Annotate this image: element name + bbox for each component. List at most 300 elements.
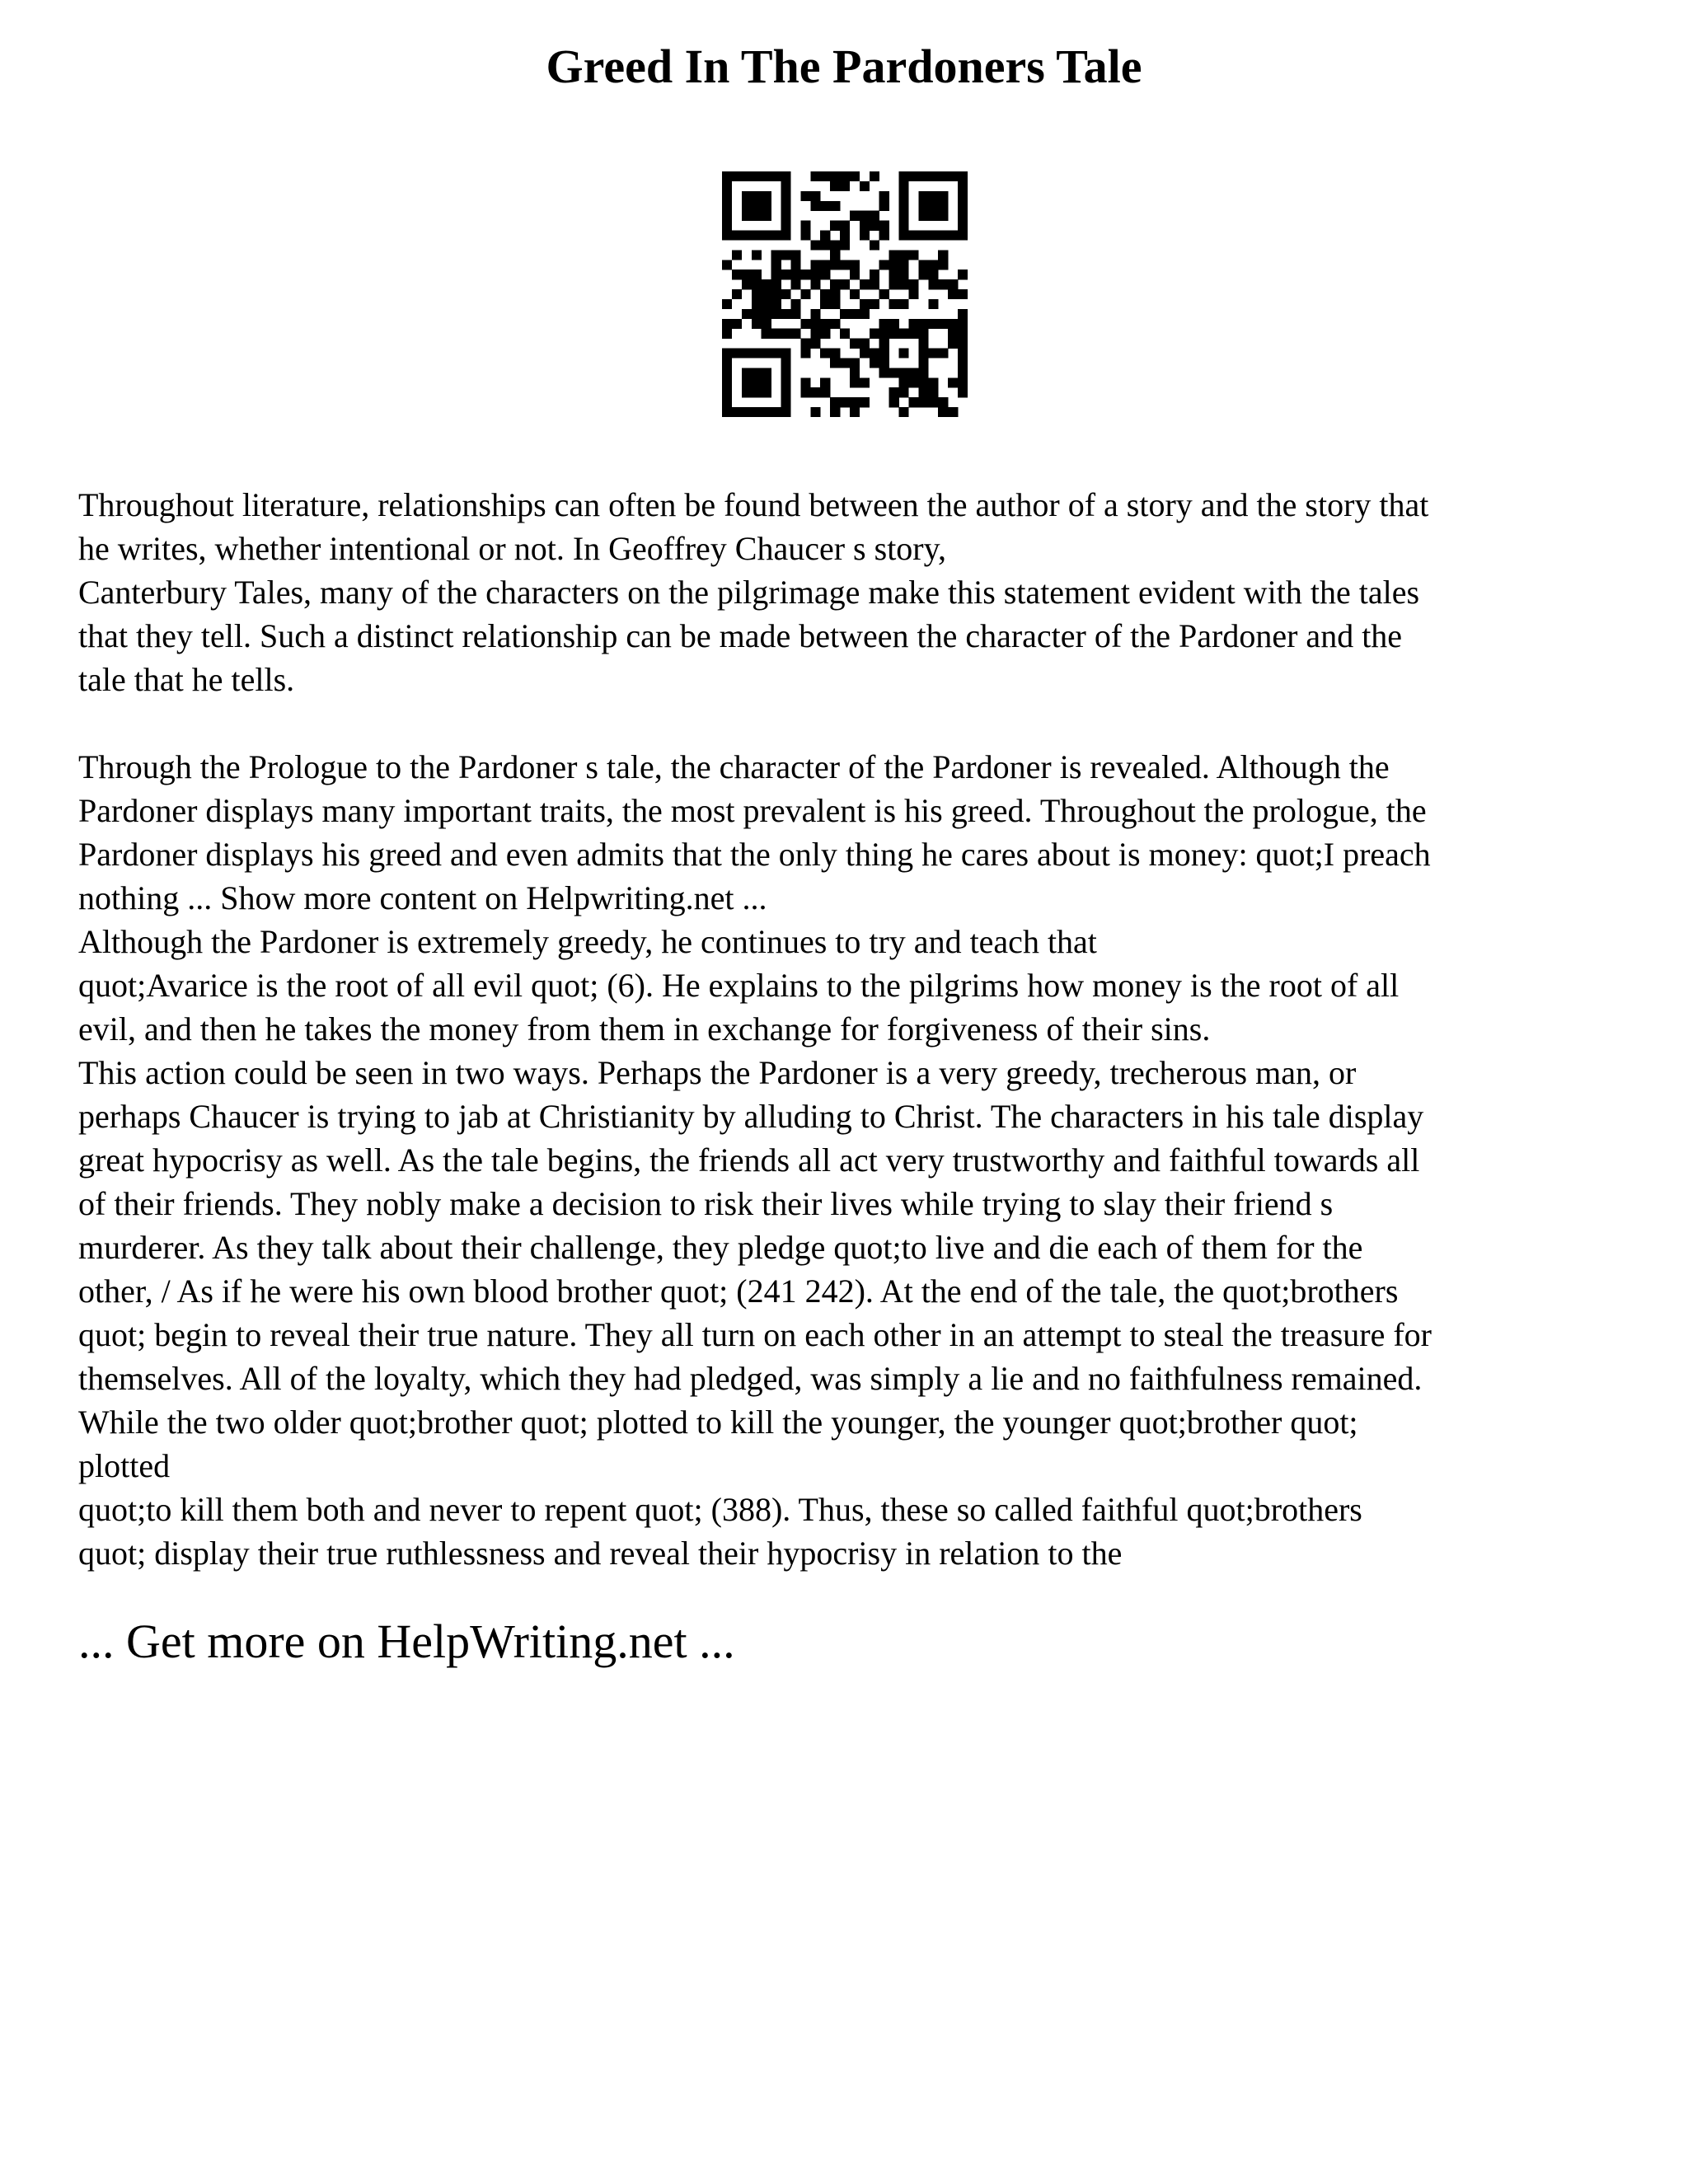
- qr-module: [840, 221, 850, 231]
- qr-module: [762, 309, 771, 319]
- qr-module: [800, 387, 810, 397]
- qr-module: [732, 231, 742, 241]
- qr-module: [810, 240, 820, 250]
- qr-module: [948, 377, 958, 387]
- qr-module: [840, 171, 850, 181]
- qr-module: [820, 269, 830, 279]
- qr-module: [762, 387, 771, 397]
- qr-module: [928, 171, 938, 181]
- qr-module: [790, 250, 800, 260]
- qr-module: [879, 339, 889, 349]
- qr-module: [781, 397, 791, 407]
- qr-module: [762, 368, 771, 377]
- qr-module: [928, 299, 938, 309]
- qr-module: [742, 377, 752, 387]
- qr-module: [781, 191, 791, 201]
- qr-module: [879, 191, 889, 201]
- qr-module: [899, 279, 909, 289]
- qr-module: [762, 319, 771, 329]
- body-text-line: evil, and then he takes the money from them in exchange for forgiveness of their sins.: [78, 1010, 1211, 1047]
- qr-module: [879, 231, 889, 241]
- qr-module: [899, 201, 909, 211]
- qr-module: [938, 201, 948, 211]
- qr-module: [928, 377, 938, 387]
- qr-module: [860, 349, 870, 359]
- body-text-line: Pardoner displays many important traits, the most prevalent is his greed. Throughout the prologue, the: [78, 792, 1427, 829]
- body-text-line: quot; begin to reveal their true nature. They all turn on each other in an attempt to steal the treasure for: [78, 1316, 1432, 1353]
- qr-module: [860, 279, 870, 289]
- qr-module: [958, 211, 968, 221]
- qr-module: [938, 279, 948, 289]
- qr-module: [889, 299, 899, 309]
- qr-module: [958, 349, 968, 359]
- qr-module: [958, 309, 968, 319]
- body-text-line: themselves. All of the loyalty, which they had pledged, was simply a lie and no faithfulness remained.: [78, 1360, 1423, 1397]
- qr-module: [899, 181, 909, 191]
- qr-module: [928, 319, 938, 329]
- qr-module: [781, 221, 791, 231]
- qr-module: [752, 231, 762, 241]
- qr-module: [820, 171, 830, 181]
- qr-module: [820, 349, 830, 359]
- qr-module: [781, 211, 791, 221]
- qr-module: [958, 289, 968, 299]
- qr-module: [958, 387, 968, 397]
- qr-module: [752, 387, 762, 397]
- qr-module: [810, 191, 820, 201]
- qr-module: [948, 329, 958, 339]
- qr-module: [850, 260, 860, 269]
- qr-module: [800, 377, 810, 387]
- qr-module: [722, 260, 732, 269]
- qr-code-graphic: [722, 171, 968, 417]
- qr-module: [850, 269, 860, 279]
- qr-module: [908, 171, 918, 181]
- qr-module: [899, 349, 909, 359]
- body-text-line: This action could be seen in two ways. Perhaps the Pardoner is a very greedy, trecherous man, or: [78, 1054, 1357, 1091]
- paragraph-gap: [78, 701, 1628, 745]
- qr-module: [771, 279, 781, 289]
- qr-module: [860, 377, 870, 387]
- qr-module: [928, 231, 938, 241]
- body-text-line: plotted: [78, 1447, 171, 1484]
- qr-module: [752, 299, 762, 309]
- qr-module: [850, 211, 860, 221]
- qr-module: [948, 289, 958, 299]
- qr-module: [908, 289, 918, 299]
- qr-module: [899, 171, 909, 181]
- qr-module: [870, 279, 879, 289]
- qr-module: [762, 279, 771, 289]
- qr-module: [958, 201, 968, 211]
- qr-module: [948, 319, 958, 329]
- qr-module: [810, 387, 820, 397]
- qr-module: [830, 240, 840, 250]
- qr-module: [732, 269, 742, 279]
- qr-module: [899, 368, 909, 377]
- qr-module: [918, 201, 928, 211]
- qr-module: [800, 319, 810, 329]
- qr-module: [800, 191, 810, 201]
- qr-module: [820, 329, 830, 339]
- qr-module: [889, 397, 899, 407]
- qr-module: [850, 397, 860, 407]
- qr-module: [752, 289, 762, 299]
- qr-module: [830, 289, 840, 299]
- qr-module: [810, 329, 820, 339]
- qr-module: [928, 260, 938, 269]
- qr-module: [830, 221, 840, 231]
- qr-module: [732, 289, 742, 299]
- qr-module: [771, 231, 781, 241]
- qr-module: [830, 407, 840, 417]
- qr-module: [840, 260, 850, 269]
- qr-module: [830, 299, 840, 309]
- qr-module: [958, 191, 968, 201]
- qr-module: [790, 279, 800, 289]
- qr-module: [918, 231, 928, 241]
- qr-module: [771, 260, 781, 269]
- qr-module: [722, 407, 732, 417]
- qr-module: [918, 269, 928, 279]
- document-title: Greed In The Pardoners Tale: [546, 40, 1142, 93]
- qr-module: [860, 299, 870, 309]
- qr-module: [781, 309, 791, 319]
- qr-module: [850, 377, 860, 387]
- qr-module: [908, 231, 918, 241]
- body-text-line: Canterbury Tales, many of the characters on the pilgrimage make this statement evident with the tales: [78, 574, 1420, 611]
- qr-module: [879, 201, 889, 211]
- qr-module: [958, 269, 968, 279]
- qr-module: [742, 407, 752, 417]
- qr-module: [742, 349, 752, 359]
- qr-module: [938, 397, 948, 407]
- qr-module: [781, 377, 791, 387]
- qr-module: [771, 349, 781, 359]
- qr-module: [889, 269, 899, 279]
- qr-module: [830, 319, 840, 329]
- qr-module: [908, 319, 918, 329]
- qr-module: [790, 269, 800, 279]
- body-text-line: quot; display their true ruthlessness and reveal their hypocrisy in relation to the: [78, 1535, 1123, 1572]
- qr-module: [810, 201, 820, 211]
- qr-module: [762, 201, 771, 211]
- qr-module: [781, 181, 791, 191]
- qr-module: [899, 407, 909, 417]
- qr-module: [742, 387, 752, 397]
- qr-module: [899, 269, 909, 279]
- qr-module: [889, 260, 899, 269]
- qr-module: [722, 329, 732, 339]
- qr-module: [958, 339, 968, 349]
- qr-module: [830, 250, 840, 260]
- qr-module: [899, 211, 909, 221]
- qr-module: [830, 201, 840, 211]
- qr-module: [889, 319, 899, 329]
- qr-module: [850, 339, 860, 349]
- qr-module: [762, 299, 771, 309]
- qr-module: [928, 211, 938, 221]
- qr-module: [752, 319, 762, 329]
- qr-module: [830, 260, 840, 269]
- qr-module: [820, 260, 830, 269]
- qr-module: [860, 181, 870, 191]
- qr-module: [908, 368, 918, 377]
- body-text-line: nothing ... Show more content on Helpwriting.net ...: [78, 879, 767, 916]
- qr-module: [870, 240, 879, 250]
- qr-module: [762, 211, 771, 221]
- qr-module: [771, 171, 781, 181]
- qr-module: [790, 260, 800, 269]
- qr-module: [781, 349, 791, 359]
- qr-module: [870, 211, 879, 221]
- qr-module: [918, 191, 928, 201]
- qr-module: [908, 329, 918, 339]
- qr-module: [732, 319, 742, 329]
- qr-module: [908, 250, 918, 260]
- qr-module: [840, 309, 850, 319]
- qr-module: [928, 387, 938, 397]
- qr-module: [810, 339, 820, 349]
- qr-module: [732, 407, 742, 417]
- qr-module: [938, 191, 948, 201]
- qr-module: [918, 349, 928, 359]
- qr-module: [860, 309, 870, 319]
- qr-module: [771, 329, 781, 339]
- qr-module: [722, 211, 732, 221]
- qr-module: [879, 329, 889, 339]
- qr-module: [820, 289, 830, 299]
- qr-module: [742, 191, 752, 201]
- qr-module: [810, 269, 820, 279]
- qr-module: [722, 397, 732, 407]
- qr-module: [830, 171, 840, 181]
- qr-module: [840, 397, 850, 407]
- qr-module: [800, 349, 810, 359]
- qr-module: [810, 279, 820, 289]
- qr-module: [810, 171, 820, 181]
- qr-module: [870, 358, 879, 368]
- qr-module: [850, 171, 860, 181]
- qr-module: [762, 407, 771, 417]
- qr-module: [850, 358, 860, 368]
- qr-module: [742, 231, 752, 241]
- qr-module: [840, 181, 850, 191]
- qr-module: [800, 339, 810, 349]
- qr-module: [752, 279, 762, 289]
- qr-module: [860, 211, 870, 221]
- qr-module: [742, 171, 752, 181]
- qr-module: [958, 377, 968, 387]
- qr-module: [938, 211, 948, 221]
- qr-module: [722, 191, 732, 201]
- qr-module: [722, 201, 732, 211]
- qr-module: [860, 231, 870, 241]
- qr-module: [790, 299, 800, 309]
- qr-module: [752, 349, 762, 359]
- qr-module: [762, 289, 771, 299]
- qr-module: [732, 171, 742, 181]
- qr-module: [771, 299, 781, 309]
- qr-module: [762, 377, 771, 387]
- qr-module: [840, 231, 850, 241]
- qr-module: [722, 319, 732, 329]
- qr-module: [889, 368, 899, 377]
- qr-module: [752, 201, 762, 211]
- qr-module: [958, 319, 968, 329]
- qr-module: [830, 181, 840, 191]
- qr-module: [762, 231, 771, 241]
- qr-module: [752, 407, 762, 417]
- qr-module: [820, 231, 830, 241]
- qr-module: [722, 231, 732, 241]
- qr-module: [948, 339, 958, 349]
- qr-module: [722, 368, 732, 377]
- qr-module: [958, 329, 968, 339]
- qr-module: [771, 289, 781, 299]
- qr-module: [918, 358, 928, 368]
- qr-module: [742, 309, 752, 319]
- qr-module: [830, 349, 840, 359]
- qr-module: [958, 171, 968, 181]
- qr-module: [781, 329, 791, 339]
- qr-module: [722, 358, 732, 368]
- qr-module: [850, 289, 860, 299]
- qr-module: [879, 289, 889, 299]
- qr-module: [781, 407, 791, 417]
- qr-module: [860, 221, 870, 231]
- qr-module: [790, 329, 800, 339]
- qr-module: [830, 358, 840, 368]
- qr-module: [899, 250, 909, 260]
- qr-module: [722, 171, 732, 181]
- qr-module: [850, 407, 860, 417]
- qr-module: [938, 171, 948, 181]
- document-body: [78, 483, 1628, 1575]
- qr-module: [958, 221, 968, 231]
- qr-module: [830, 279, 840, 289]
- qr-module: [762, 191, 771, 201]
- qr-module: [918, 171, 928, 181]
- qr-module: [722, 221, 732, 231]
- qr-module: [958, 368, 968, 377]
- body-text-line: quot;Avarice is the root of all evil quot; (6). He explains to the pilgrims how money is the root of all: [78, 967, 1400, 1004]
- qr-module: [870, 349, 879, 359]
- body-text-line: Through the Prologue to the Pardoner s tale, the character of the Pardoner is revealed. Although the: [78, 748, 1390, 785]
- qr-module: [948, 407, 958, 417]
- qr-module: [918, 339, 928, 349]
- qr-module: [732, 349, 742, 359]
- qr-module: [781, 201, 791, 211]
- qr-module: [870, 171, 879, 181]
- qr-module: [762, 329, 771, 339]
- qr-module: [928, 191, 938, 201]
- qr-module: [752, 377, 762, 387]
- qr-module: [820, 240, 830, 250]
- qr-module: [928, 349, 938, 359]
- qr-module: [800, 221, 810, 231]
- qr-module: [928, 201, 938, 211]
- qr-module: [820, 201, 830, 211]
- qr-module: [722, 377, 732, 387]
- qr-module: [879, 358, 889, 368]
- body-text-line: Although the Pardoner is extremely greedy, he continues to try and teach that: [78, 923, 1097, 960]
- qr-module: [722, 181, 732, 191]
- qr-module: [958, 231, 968, 241]
- qr-module: [790, 309, 800, 319]
- body-text-line: quot;to kill them both and never to repent quot; (388). Thus, these so called faithful quot;brothers: [78, 1491, 1362, 1528]
- qr-module: [840, 279, 850, 289]
- qr-module: [928, 269, 938, 279]
- qr-module: [810, 309, 820, 319]
- qr-module: [781, 289, 791, 299]
- qr-module: [800, 269, 810, 279]
- qr-module: [781, 171, 791, 181]
- qr-module: [820, 377, 830, 387]
- qr-module: [938, 250, 948, 260]
- qr-module: [918, 260, 928, 269]
- qr-module: [918, 319, 928, 329]
- qr-module: [810, 407, 820, 417]
- qr-module: [918, 397, 928, 407]
- qr-module: [918, 368, 928, 377]
- qr-module: [908, 279, 918, 289]
- qr-module: [899, 299, 909, 309]
- qr-module: [771, 250, 781, 260]
- qr-module: [850, 368, 860, 377]
- qr-module: [742, 368, 752, 377]
- qr-module: [762, 349, 771, 359]
- qr-module: [771, 309, 781, 319]
- qr-module: [771, 407, 781, 417]
- body-text-line: of their friends. They nobly make a decision to risk their lives while trying to slay their friend s: [78, 1185, 1334, 1222]
- qr-module: [752, 191, 762, 201]
- qr-module: [860, 339, 870, 349]
- qr-module: [722, 387, 732, 397]
- qr-module: [722, 349, 732, 359]
- qr-module: [840, 358, 850, 368]
- qr-module: [938, 407, 948, 417]
- qr-code-icon: [722, 171, 968, 417]
- qr-module: [771, 269, 781, 279]
- qr-module: [879, 368, 889, 377]
- qr-module: [820, 387, 830, 397]
- qr-module: [879, 260, 889, 269]
- qr-module: [899, 377, 909, 387]
- qr-module: [879, 319, 889, 329]
- qr-module: [752, 211, 762, 221]
- body-text-line: other, / As if he were his own blood brother quot; (241 242). At the end of the tale, the quot;brothers: [78, 1272, 1399, 1310]
- qr-module: [928, 279, 938, 289]
- qr-module: [918, 329, 928, 339]
- qr-module: [752, 171, 762, 181]
- qr-module: [781, 231, 791, 241]
- qr-module: [948, 231, 958, 241]
- qr-module: [870, 329, 879, 339]
- qr-module: [899, 387, 909, 397]
- get-more-link[interactable]: ... Get more on HelpWriting.net ...: [78, 1615, 735, 1668]
- qr-module: [879, 349, 889, 359]
- qr-module: [752, 269, 762, 279]
- qr-module: [810, 319, 820, 329]
- body-text-line: he writes, whether intentional or not. In Geoffrey Chaucer s story,: [78, 530, 947, 567]
- qr-module: [938, 231, 948, 241]
- qr-module: [830, 397, 840, 407]
- qr-module: [938, 319, 948, 329]
- qr-module: [840, 240, 850, 250]
- qr-module: [958, 358, 968, 368]
- qr-module: [889, 279, 899, 289]
